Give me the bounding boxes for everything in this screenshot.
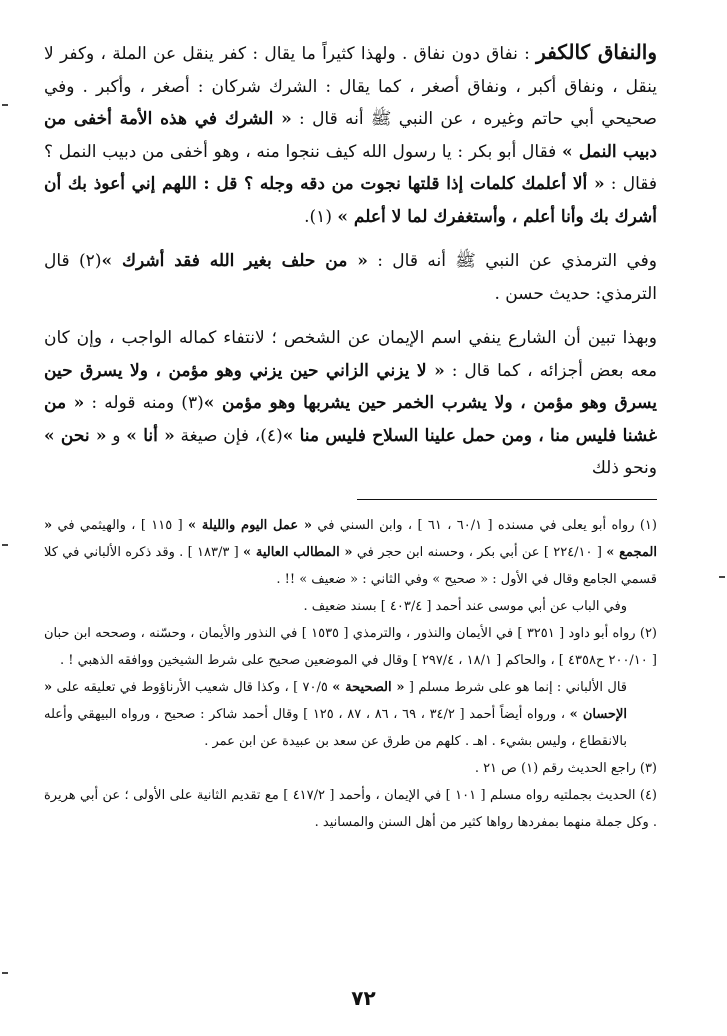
footnote — [44, 512, 657, 620]
body-text: (٢) قال الترمذي: حديث حسن . — [44, 251, 657, 304]
quoted-text: « الشرك في هذه الأمة أخفى من دبيب النمل » — [44, 109, 657, 162]
quoted-text: « لا يزني الزاني حين يزني وهو مؤمن ، ولا يسرق حين يسرق وهو مؤمن ، ولا يشرب الخمر حين يشربها وهو مؤمن » — [44, 360, 657, 413]
footnote-text: [ ١١٥ ] ، والهيثمي في — [52, 517, 189, 533]
main-text — [44, 36, 657, 485]
body-text: (١). — [304, 206, 338, 227]
body-text: فقال أبو بكر : يا رسول الله كيف ننجوا منه ، وهو أخفى من دبيب النمل ؟ فقال : — [44, 141, 658, 194]
body-text: وبهذا تبين أن الشارع ينفي اسم الإيمان عن الشخص ؛ لانتفاء كماله الواجب ، وإن كان معه بعض أجزائه ، كما قال : — [44, 328, 657, 381]
footnote-line — [44, 593, 657, 620]
footnote-title: « الصحيحة » — [332, 679, 405, 695]
footnote-text: (٣) راجع الحديث رقم (١) ص ٢١ . — [474, 760, 657, 776]
section-heading: والنفاق كالكفر — [536, 40, 657, 64]
footnote-text: قال الألباني : إنما هو على شرط مسلم [ — [404, 679, 627, 695]
body-text: : نفاق دون نفاق . ولهذا كثيراً ما يقال : كفر ينقل عن الملة ، وكفر لا ينقل ، ونفاق أكبر ، ونفاق أصغر ، كما يقال : الشرك شركان : أصغر ، وأكبر . وفي صحيحي أبي حاتم وغيره ، عن النبي ﷺ أنه قال : — [44, 44, 657, 129]
footnote-text: [ ٢٢٤/١٠ ] عن أبي بكر ، وحسنه ابن حجر في — [352, 544, 607, 560]
page-number: ٧٢ — [351, 986, 376, 1010]
footnote-line — [44, 512, 657, 593]
body-text: (٤)، فإن صيغة — [174, 425, 283, 446]
quoted-text: « ألا أعلمك كلمات إذا قلتها نجوت من دقه وجله ؟ قل : اللهم إني أعوذ بك أن أشرك بك وأنا أعلم ، وأستغفرك لما لا أعلم » — [44, 174, 657, 227]
body-paragraph — [44, 245, 657, 310]
footnote-line — [44, 755, 657, 782]
body-paragraph — [44, 36, 657, 233]
scan-margin-mark — [2, 104, 8, 106]
scan-margin-mark — [2, 972, 8, 974]
body-text: وفي الترمذي عن النبي ﷺ أنه قال : — [367, 251, 657, 271]
quoted-text: « من حلف بغير الله فقد أشرك » — [101, 251, 368, 271]
body-paragraph — [44, 322, 657, 485]
footnote-text: (٤) الحديث بجملتيه رواه مسلم [ ١٠١ ] في الإيمان ، وأحمد [ ٤١٧/٢ ] مع تقديم الثانية على الأولى ؛ عن أبي هريرة . وكل جملة منهما بمفردها رواها كثير من أهل السنن والمسانيد . — [44, 787, 657, 830]
footnote-line — [44, 620, 657, 674]
footnote-title: « المطالب العالية » — [243, 544, 353, 560]
quoted-text: « من غشنا فليس منا ، ومن حمل علينا السلاح فليس منا » — [44, 393, 657, 446]
body-text: و — [106, 425, 127, 446]
footnote-line — [44, 782, 657, 836]
footnote-text: وفي الباب عن أبي موسى عند أحمد [ ٤٠٣/٤ ] بسند ضعيف . — [303, 598, 627, 614]
body-text: ونحو ذلك — [591, 458, 657, 478]
footnote-separator — [357, 499, 657, 500]
footnote-line — [44, 674, 657, 755]
footnote-text: ، ورواه أيضاً أحمد [ ٣٤/٢ ، ٦٩ ، ٨٦ ، ٨٧ ، ١٢٥ ] وقال أحمد شاكر : صحيح ، ورواه البيهقي وأعله بالانقطاع ، وليس بشيء . اهـ . كلهم من طرق عن سعد بن عبيدة عن ابن عمر . — [44, 706, 627, 749]
footnote-text: ٧٠/٥ ] ، وكذا قال شعيب الأرناؤوط في تعليقه على — [52, 679, 333, 695]
document-page — [44, 36, 657, 836]
footnote-text: [ ١٨٣/٣ ] . وقد ذكره الألباني في كلا قسمي الجامع وقال في الأول : « صحيح » وفي الثاني : « ضعيف » !! . — [44, 544, 657, 587]
footnote — [44, 620, 657, 755]
footnote — [44, 755, 657, 782]
footnote-title: « الإحسان » — [44, 679, 627, 722]
quoted-text: « أنا » — [126, 425, 175, 446]
quoted-text: « نحن » — [44, 425, 107, 446]
body-text: (٣) ومنه قوله : — [84, 393, 204, 413]
footnote-title: « المجمع » — [44, 517, 657, 560]
scan-margin-mark — [2, 544, 8, 546]
scan-margin-mark — [719, 576, 725, 578]
footnotes — [44, 512, 657, 836]
footnote-text: (١) رواه أبو يعلى في مسنده [ ٦٠/١ ، ٦١ ] ، وابن السني في — [312, 517, 657, 533]
footnote — [44, 782, 657, 836]
footnote-title: « عمل اليوم والليلة » — [188, 517, 313, 533]
footnote-text: (٢) رواه أبو داود [ ٣٢٥١ ] في الأيمان والنذور ، والترمذي [ ١٥٣٥ ] في النذور والأيمان ، وحسّنه ، وصححه ابن حبان [ ٢٠٠/١٠ ح٤٣٥٨ ] ، والحاكم [ ١٨/١ ، ٢٩٧/٤ ] وقال في الموضعين صحيح على شرط الشيخين ووافقه الذهبي ! . — [44, 625, 657, 668]
